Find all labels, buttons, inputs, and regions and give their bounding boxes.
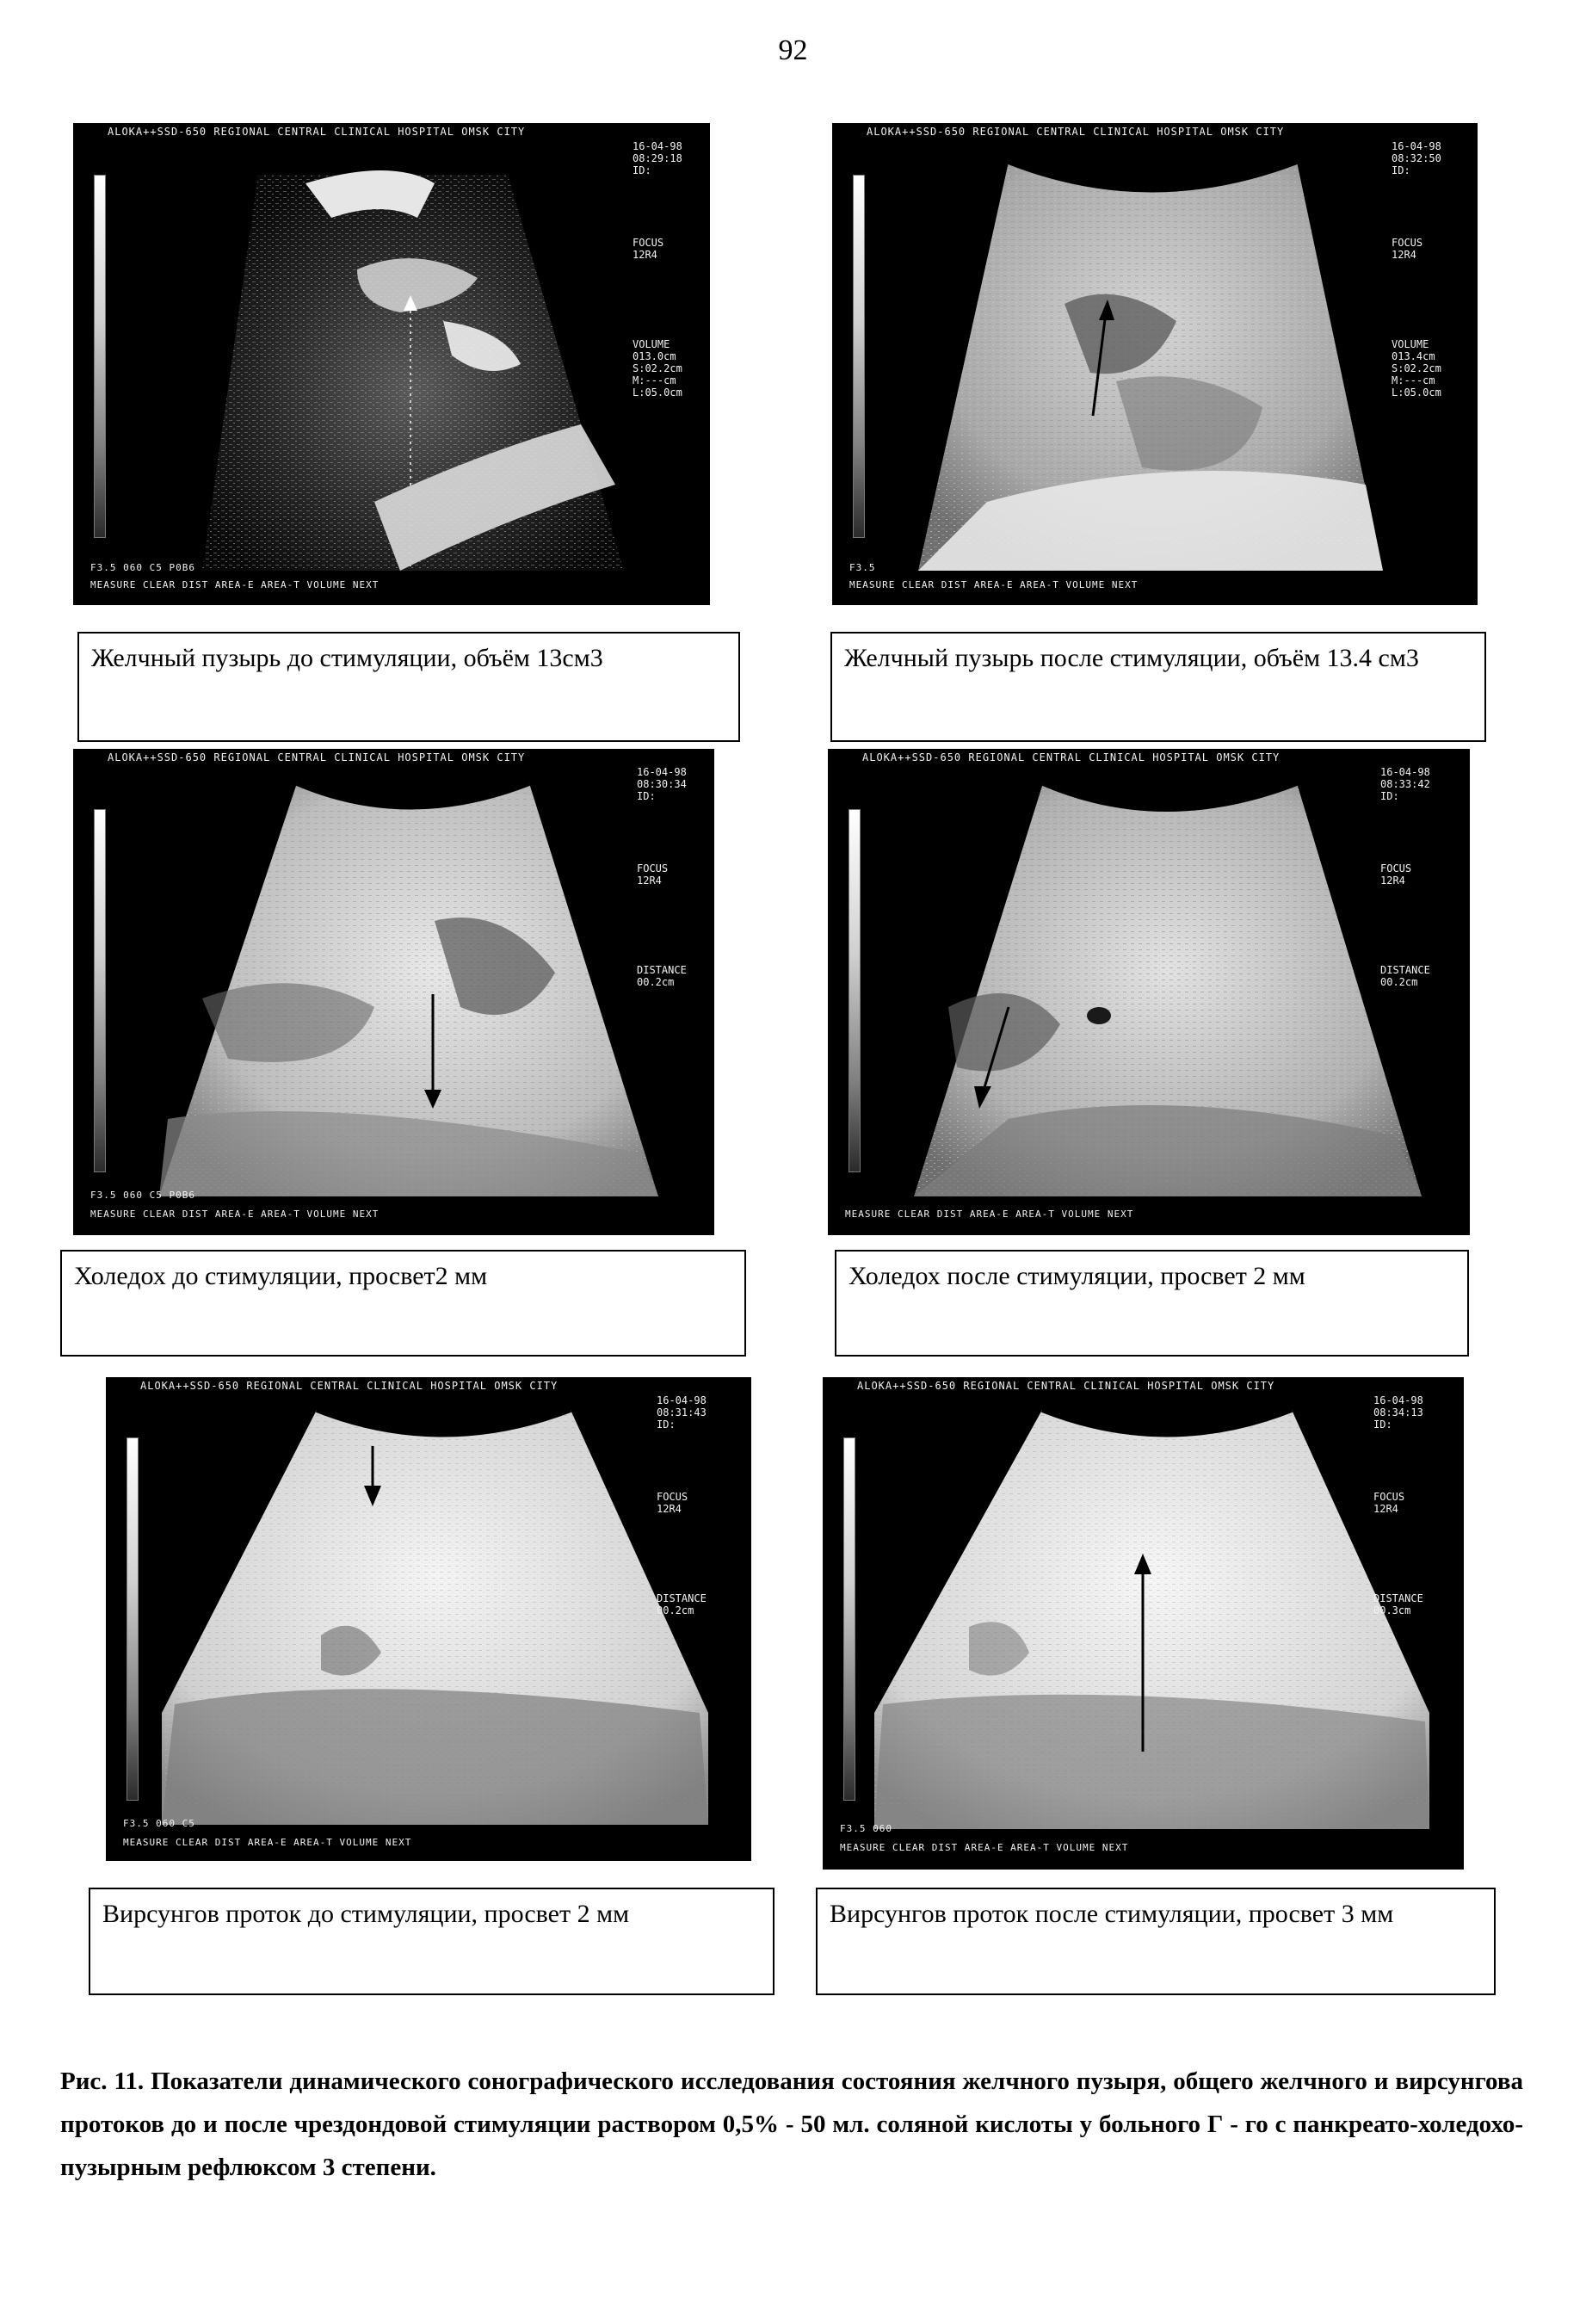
scan-menu: MEASURE CLEAR DIST AREA-E AREA-T VOLUME NEXT (90, 1208, 380, 1220)
caption-wirsung-after: Вирсунгов проток после стимуляции, просвет 3 мм (816, 1888, 1496, 1995)
caption-choledochus-after: Холедох после стимуляции, просвет 2 мм (835, 1250, 1469, 1357)
ultrasound-scan-choledochus-before (73, 749, 714, 1235)
grayscale-bar (94, 809, 106, 1172)
ultrasound-image (73, 749, 714, 1235)
ultrasound-scan-gallbladder-before (73, 123, 710, 605)
scan-header: ALOKA++SSD-650 REGIONAL CENTRAL CLINICAL HOSPITAL OMSK CITY (140, 1380, 558, 1392)
scan-info-panel: 16-04-98 08:29:18 ID: FOCUS 12R4 VOLUME 013.0cm S:02.2cm M:---cm L:05.0cm (633, 140, 682, 399)
scan-menu: MEASURE CLEAR DIST AREA-E AREA-T VOLUME NEXT (123, 1837, 412, 1848)
grayscale-bar (849, 809, 861, 1172)
scan-header: ALOKA++SSD-650 REGIONAL CENTRAL CLINICAL HOSPITAL OMSK CITY (108, 751, 526, 763)
scan-header: ALOKA++SSD-650 REGIONAL CENTRAL CLINICAL HOSPITAL OMSK CITY (862, 751, 1281, 763)
scan-header: ALOKA++SSD-650 REGIONAL CENTRAL CLINICAL HOSPITAL OMSK CITY (108, 126, 526, 138)
grayscale-bar (853, 175, 865, 538)
scan-settings: F3.5 (849, 562, 876, 573)
scan-settings: F3.5 060 C5 P0B6 (90, 562, 195, 573)
scan-header: ALOKA++SSD-650 REGIONAL CENTRAL CLINICAL HOSPITAL OMSK CITY (867, 126, 1285, 138)
scan-info-panel: 16-04-98 08:30:34 ID: FOCUS 12R4 DISTANCE 00.2cm (637, 766, 687, 988)
scan-menu: MEASURE CLEAR DIST AREA-E AREA-T VOLUME NEXT (849, 579, 1139, 590)
scan-settings: F3.5 060 C5 P0B6 (90, 1190, 195, 1201)
grayscale-bar (94, 175, 106, 538)
scan-info-panel: 16-04-98 08:31:43 ID: FOCUS 12R4 DISTANCE 00.2cm (657, 1394, 707, 1616)
caption-gallbladder-before: Желчный пузырь до стимуляции, объём 13см3 (77, 632, 740, 742)
scan-settings: F3.5 060 (840, 1823, 892, 1834)
ultrasound-scan-gallbladder-after (832, 123, 1478, 605)
scan-info-panel: 16-04-98 08:32:50 ID: FOCUS 12R4 VOLUME 013.4cm S:02.2cm M:---cm L:05.0cm (1392, 140, 1441, 399)
ultrasound-image (828, 749, 1470, 1235)
scan-settings: F3.5 060 C5 (123, 1818, 195, 1829)
scan-info-panel: 16-04-98 08:34:13 ID: FOCUS 12R4 DISTANCE 00.3cm (1373, 1394, 1423, 1616)
ultrasound-scan-wirsung-before (106, 1377, 751, 1861)
scan-menu: MEASURE CLEAR DIST AREA-E AREA-T VOLUME NEXT (845, 1208, 1134, 1220)
ultrasound-scan-choledochus-after (828, 749, 1470, 1235)
scan-menu: MEASURE CLEAR DIST AREA-E AREA-T VOLUME NEXT (90, 579, 380, 590)
ultrasound-image (832, 123, 1478, 605)
ultrasound-scan-wirsung-after (823, 1377, 1464, 1870)
caption-wirsung-before: Вирсунгов проток до стимуляции, просвет 2 мм (89, 1888, 774, 1995)
ultrasound-image (823, 1377, 1464, 1870)
page-number: 92 (778, 34, 808, 66)
scan-header: ALOKA++SSD-650 REGIONAL CENTRAL CLINICAL HOSPITAL OMSK CITY (857, 1380, 1275, 1392)
scan-info-panel: 16-04-98 08:33:42 ID: FOCUS 12R4 DISTANCE 00.2cm (1380, 766, 1430, 988)
ultrasound-image (73, 123, 710, 605)
caption-gallbladder-after: Желчный пузырь после стимуляции, объём 13.4 см3 (830, 632, 1486, 742)
grayscale-bar (127, 1437, 139, 1801)
caption-choledochus-before: Холедох до стимуляции, просвет2 мм (60, 1250, 746, 1357)
figure-caption: Рис. 11. Показатели динамического сонографического исследования состояния желчного пузыря, общего желчного и вирсунгова протоков до и после чрездондовой стимуляции раствором 0,5% - 50 мл. соляной кислоты у больного Г - го с панкреато-холедохо-пузырным рефлюксом 3 степени. (60, 2067, 1523, 2181)
scan-menu: MEASURE CLEAR DIST AREA-E AREA-T VOLUME NEXT (840, 1842, 1129, 1853)
ultrasound-image (106, 1377, 751, 1861)
grayscale-bar (843, 1437, 855, 1801)
